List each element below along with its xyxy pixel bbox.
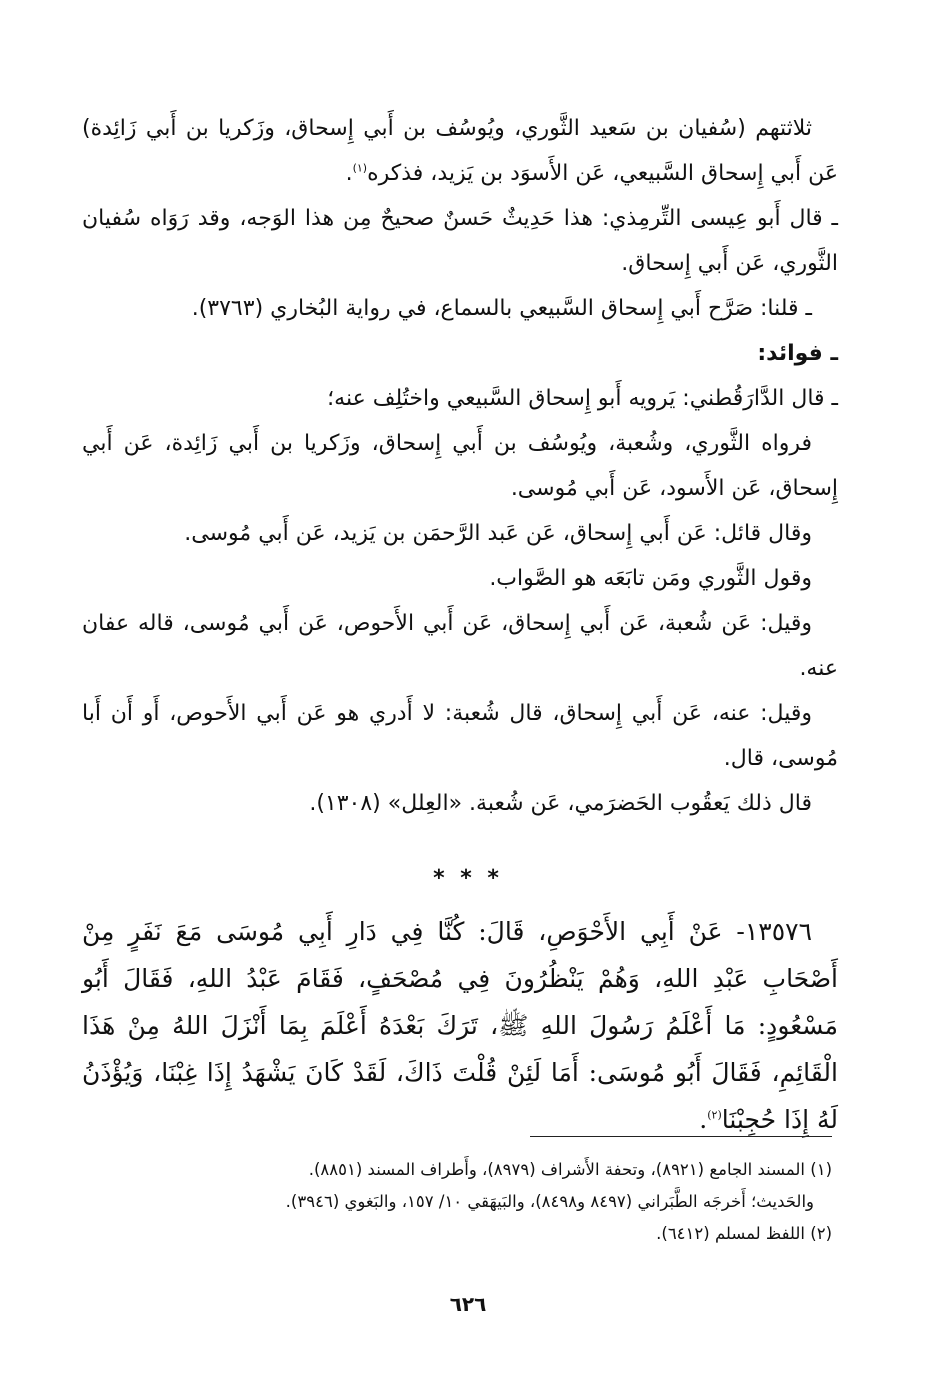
hadith-body: ١٣٥٧٦- عَنْ أَبِي الأَحْوَصِ، قَالَ: كُنَّا فِي دَارِ أَبِي مُوسَى مَعَ نَفَرٍ مِنْ أَصْحَابِ عَبْدِ اللهِ، وَهُمْ يَنْظُرُونَ فِي مُصْحَفٍ، فَقَامَ عَبْدُ اللهِ، فَقَالَ أَبُو مَسْعُودٍ: مَا أَعْلَمُ رَسُولَ اللهِ ﷺ، تَرَكَ بَعْدَهُ أَعْلَمَ بِمَا أَنْزَلَ اللهُ مِنْ هَذَا الْقَائِمِ، فَقَالَ أَبُو مُوسَى: أَمَا لَئِنْ قُلْتَ ذَاكَ، لَقَدْ كَانَ يَشْهَدُ إِذَا غِبْنَا، وَيُؤْذَنُ لَهُ إِذَا حُجِبْنَا [82,917,838,1134]
fawaid-heading: ـ فوائد: [757,341,838,366]
daraqutni-statement: ـ قال الدَّارَقُطني: يَرويه أَبو إِسحاق السَّبيعي واختُلِف عنه؛ [327,386,838,411]
punctuation: . [699,1105,708,1134]
commentary-paragraph: قال ذلك يَعقُوب الحَضرَمي، عَن شُعبة. «العِلل» (١٣٠٨). [309,791,812,816]
commentary-paragraph: فرواه الثَّوري، وشُعبة، ويُوسُف بن أَبي إِسحاق، وزَكريا بن أَبي زَائِدة، عَن أَبي إِسحاق، عَن الأَسود، عَن أَبي مُوسى. [82,431,838,501]
footnote-marker[interactable]: (١) [352,161,368,175]
commentary-paragraph: وقول الثَّوري ومَن تابَعَه هو الصَّواب. [489,566,812,591]
footnotes-section [110,1154,832,1250]
hadith-text [82,908,838,1143]
hadith-section [82,908,838,1143]
footnote-marker[interactable]: (٢) [707,1108,722,1122]
commentary-paragraph: وقيل: عنه، عَن أَبي إِسحاق، قال شُعبة: لا أَدري هو عَن أَبي الأَحوص، أَو أَن أَبا مُوسى، قال. [82,701,838,771]
commentary-section [82,106,838,826]
commentary-paragraph: وقيل: عَن شُعبة، عَن أَبي إِسحاق، عَن أَبي الأَحوص، عَن أَبي مُوسى، قاله عفان عنه. [82,611,838,681]
tirmidhi-statement: ـ قال أَبو عِيسى التِّرمِذي: هذا حَدِيثٌ حَسنٌ صحيحٌ مِن هذا الوَجه، وقد رَوَاه سُفيان الثَّوري، عَن أَبي إِسحاق. [82,206,838,276]
footnote-2: (٢) اللفظ لمسلم (٦٤١٢). [656,1224,832,1243]
footnote-divider [530,1136,832,1137]
footnote-1: (١) المسند الجامع (٨٩٢١)، وتحفة الأَشراف (٨٩٧٩)، وأَطراف المسند (٨٨٥١). [308,1160,832,1179]
qulna-note: ـ قلنا: صَرَّح أَبي إِسحاق السَّبيعي بالسماع، في رواية البُخاري (٣٧٦٣). [191,296,812,321]
section-separator: * * * [433,866,503,891]
commentary-paragraph: وقال قائل: عَن أَبي إِسحاق، عَن عَبد الرَّحمَن بن يَزيد، عَن أَبي مُوسى. [184,521,812,546]
paragraph-text: ثلاثتهم (سُفيان بن سَعيد الثَّوري، ويُوسُف بن أَبي إِسحاق، وزَكريا بن أَبي زَائِدة) عَن أَبي إِسحاق السَّبيعي، عَن الأَسوَد بن يَزيد، فذكره [82,116,838,186]
page-number: ٦٢٦ [449,1292,487,1316]
commentary-paragraph [82,106,838,196]
footnote-1-continuation: والحَديث؛ أَخرجَه الطَّبَراني (٨٤٩٧ و٨٤٩٨)، والبَيهَقي ١٠/ ١٥٧، والبَغوي (٣٩٤٦). [285,1192,814,1211]
punctuation: . [345,161,353,186]
